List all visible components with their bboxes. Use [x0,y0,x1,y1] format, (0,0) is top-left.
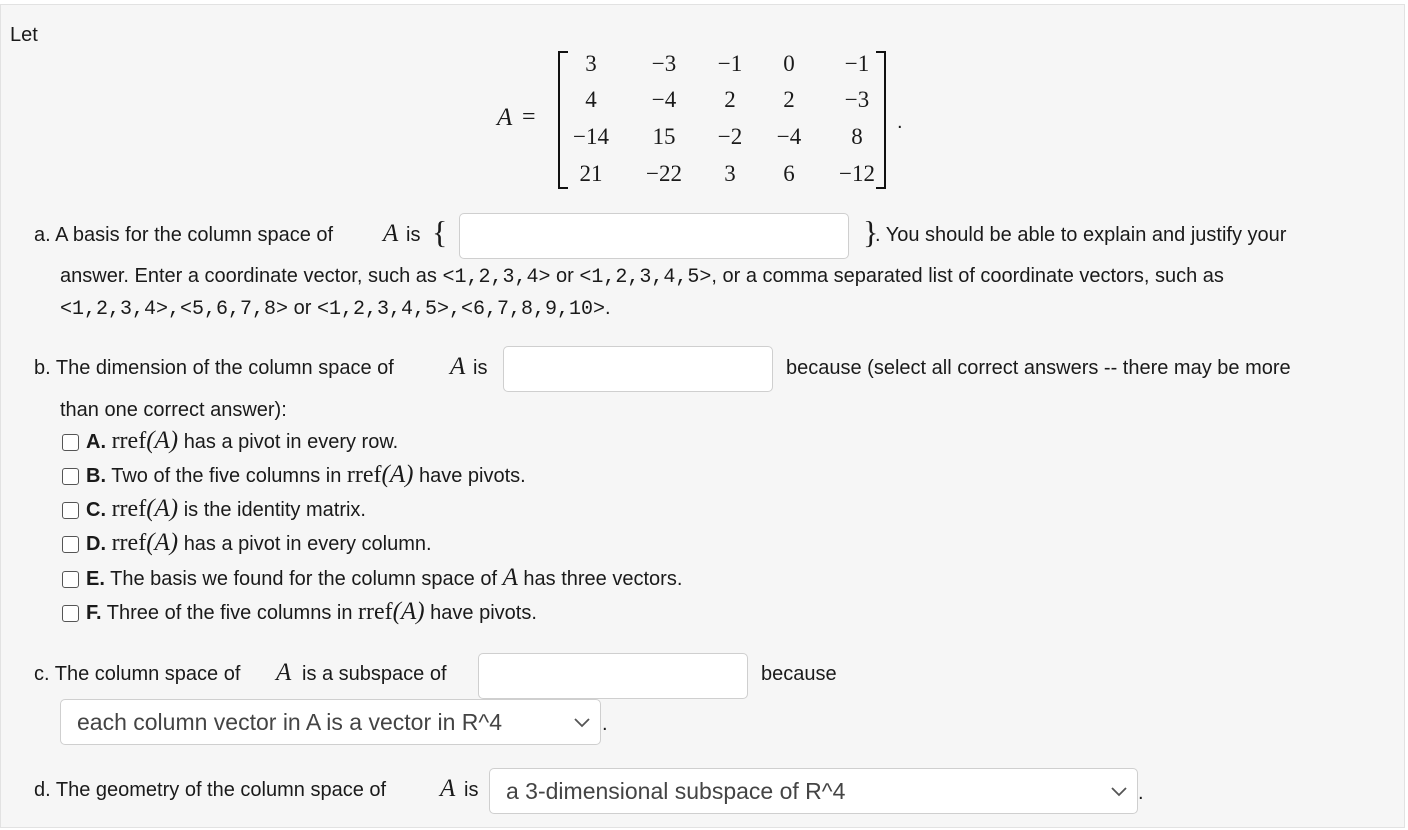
option-f-checkbox[interactable] [62,605,79,622]
matrix-cell: −2 [717,124,743,149]
option-a-checkbox[interactable] [62,434,79,451]
option-math-rref: rref [111,428,147,454]
matrix-symbol: A [497,104,513,131]
part-a-prefix: a. A basis for the column space of [34,224,334,246]
option-math-arg: (A) [381,461,414,488]
part-d-var: A [440,775,456,802]
option-letter: B. [86,465,106,487]
part-d-is: is [464,779,479,801]
option-text: has a pivot in every row. [183,431,399,453]
matrix-cell: 0 [783,51,795,76]
part-a-left-brace: { [432,214,448,250]
basis-input[interactable] [459,213,849,259]
part-c-select-value: each column vector in A is a vector in R^4 [77,709,502,735]
option-text-pre: Three of the five columns in [106,602,353,624]
option-math-rref: rref [346,462,382,488]
part-b-var: A [450,353,466,380]
matrix-cell: 4 [585,87,597,112]
option-text: has three vectors. [523,568,683,590]
part-c-select[interactable] [60,699,601,745]
dimension-input[interactable] [503,346,773,392]
option-math-arg: (A) [146,427,179,454]
option-math-arg: (A) [146,529,179,556]
part-a-line2 [60,265,1224,289]
option-text-pre: The basis we found for the column space of [110,568,497,590]
matrix-cell: −12 [839,161,875,186]
option-e [86,564,682,592]
chevron-down-icon [574,718,590,728]
option-math-rref: rref [111,496,147,522]
option-letter: D. [86,533,106,555]
option-letter: F. [86,602,102,624]
matrix-cell: −4 [776,124,802,149]
part-a-end: . [605,297,611,319]
part-b-line2: than one correct answer): [60,399,287,421]
option-f [86,598,537,626]
matrix-cell: 3 [585,51,597,76]
matrix-cell: −14 [573,124,609,149]
part-a-after: . You should be able to explain and justify your [875,224,1287,246]
option-math-rref: rref [111,530,147,556]
part-c-end: . [602,713,608,735]
part-a-line2-post: , or a comma separated list of coordinate vectors, such as [711,265,1224,287]
matrix-cell: 15 [652,124,676,149]
part-d-prefix: d. The geometry of the column space of [34,779,387,801]
part-a-right-brace: } [863,214,879,250]
option-math-arg: (A) [392,598,425,625]
example-vector-1: <1,2,3,4> [442,266,551,289]
option-text: is the identity matrix. [183,499,366,521]
part-b-because: because (select all correct answers -- there may be more [786,357,1291,379]
matrix-cell: 2 [783,87,795,112]
part-a-or2: or [293,297,312,319]
option-math-rref: rref [358,599,393,625]
matrix-equals: = [522,104,536,130]
part-d-select[interactable] [489,768,1138,814]
option-e-checkbox[interactable] [62,571,79,588]
matrix-cell: −22 [646,161,682,186]
matrix-cell: −1 [717,51,743,76]
matrix-cell: 6 [783,161,795,186]
option-d [86,529,432,557]
option-d-checkbox[interactable] [62,536,79,553]
option-b [86,461,526,489]
example-vector-4: <1,2,3,4,5>,<6,7,8,9,10> [316,298,606,321]
option-c [86,495,366,523]
part-a-is: is [406,224,421,246]
example-vector-2: <1,2,3,4,5> [579,266,712,289]
part-a-or: or [556,265,574,287]
option-text-pre: Two of the five columns in [111,465,342,487]
part-d-select-value: a 3-dimensional subspace of R^4 [506,778,846,804]
option-b-checkbox[interactable] [62,468,79,485]
option-c-checkbox[interactable] [62,502,79,519]
option-text: have pivots. [430,602,537,624]
option-letter: E. [86,568,105,590]
matrix-cell: 8 [851,124,863,149]
option-a [86,427,398,455]
example-vector-3: <1,2,3,4>,<5,6,7,8> [60,298,289,321]
chevron-down-icon [1111,787,1127,797]
matrix-period: . [897,111,903,133]
option-letter: C. [86,499,106,521]
part-b-is: is [473,357,488,379]
matrix-cell: −1 [844,51,870,76]
matrix-cell: 3 [724,161,736,186]
part-c-var: A [276,659,292,686]
matrix-cell: −3 [844,87,870,112]
part-d-end: . [1138,782,1144,804]
matrix-cell: −4 [651,87,677,112]
part-a-line2-pre: answer. Enter a coordinate vector, such as [60,265,437,287]
option-text: has a pivot in every column. [183,533,432,555]
option-letter: A. [86,431,106,453]
option-math-arg: (A) [146,495,179,522]
intro-text: Let [10,24,38,46]
part-c-because: because [761,663,837,685]
part-c-mid: is a subspace of [302,663,447,685]
part-b-prefix: b. The dimension of the column space of [34,357,394,379]
matrix-cell: 2 [724,87,736,112]
option-var: A [502,564,518,591]
part-a-line3 [60,297,611,321]
part-c-prefix: c. The column space of [34,663,241,685]
option-text: have pivots. [419,465,526,487]
part-a-var: A [383,220,399,247]
matrix-cell: −3 [651,51,677,76]
subspace-input[interactable] [478,653,748,699]
matrix-cell: 21 [579,161,603,186]
